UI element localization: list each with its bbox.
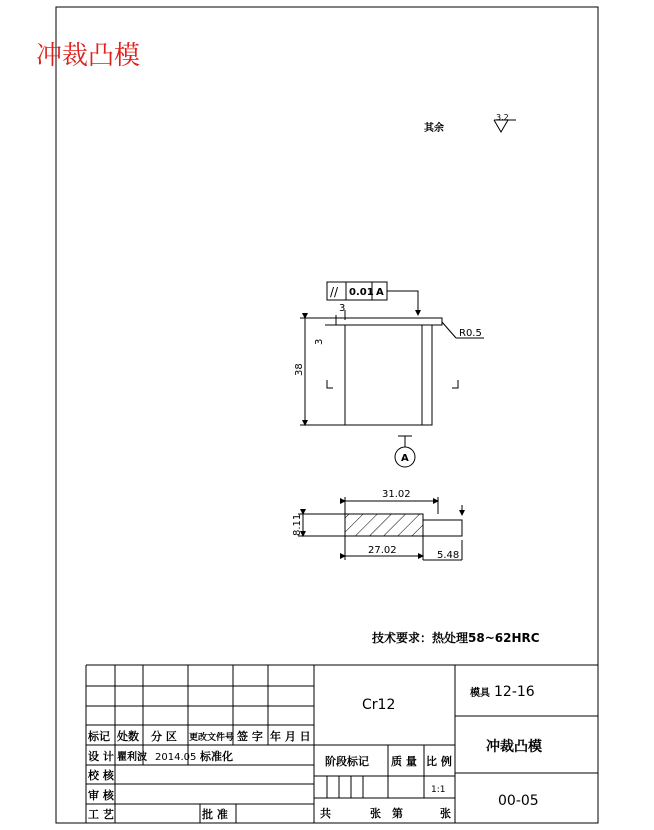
dimension-radius: R0.5 <box>459 328 482 339</box>
dimension-overall-width: 31.02 <box>382 489 411 500</box>
ratio-value: 1:1 <box>431 785 446 795</box>
dimension-thickness: 8.11 <box>292 513 303 536</box>
tolerance-symbol: // <box>330 285 339 299</box>
designer-name: 瞿利波 <box>117 752 147 763</box>
design-label: 设 计 <box>88 750 114 763</box>
total-label: 共 <box>320 807 331 820</box>
drawing-number: 00-05 <box>498 793 539 809</box>
weight-label: 质 量 <box>391 755 417 768</box>
stage-label: 阶段标记 <box>325 755 369 768</box>
header-date: 年 月 日 <box>270 730 311 743</box>
dimension-step-offset: 5.48 <box>437 550 460 561</box>
header-signature: 签 字 <box>237 730 263 743</box>
page-title: 冲裁凸模 <box>36 41 141 71</box>
drawing-border <box>56 7 598 823</box>
datum-label: A <box>401 453 409 464</box>
review-label: 审 核 <box>88 789 114 802</box>
page-label: 第 <box>392 807 403 820</box>
scale-label: 模具 <box>470 688 490 699</box>
dimension-step-width: 3 <box>339 303 346 314</box>
header-count: 处数 <box>117 730 139 743</box>
front-view <box>300 310 484 467</box>
material-label: Cr12 <box>362 697 396 713</box>
part-name: 冲裁凸模 <box>486 739 542 755</box>
header-change-doc: 更改文件号 <box>189 733 235 743</box>
tolerance-datum: A <box>376 287 384 298</box>
roughness-value: 3.2 <box>496 113 509 122</box>
scale-ratio-label: 比 例 <box>426 755 452 768</box>
dimension-step-height: 3 <box>314 338 325 345</box>
process-label: 工 艺 <box>88 808 114 821</box>
design-date: 2014.05 <box>155 752 197 763</box>
standardize-label: 标准化 <box>200 750 233 763</box>
header-zone: 分 区 <box>151 730 177 743</box>
scale-code: 12-16 <box>494 684 535 700</box>
surface-note-label: 其余 <box>424 123 444 134</box>
sheet-label: 张 <box>370 807 381 820</box>
tech-requirement: 技术要求：热处理58~62HRC <box>372 631 540 645</box>
approve-label: 批 准 <box>202 808 228 821</box>
check-label: 校 核 <box>88 769 114 782</box>
dimension-body-width: 27.02 <box>368 545 397 556</box>
header-mark: 标记 <box>88 730 110 743</box>
page-sheet-label: 张 <box>440 807 451 820</box>
tolerance-value: 0.01 <box>349 287 374 298</box>
dimension-height: 38 <box>294 363 305 376</box>
